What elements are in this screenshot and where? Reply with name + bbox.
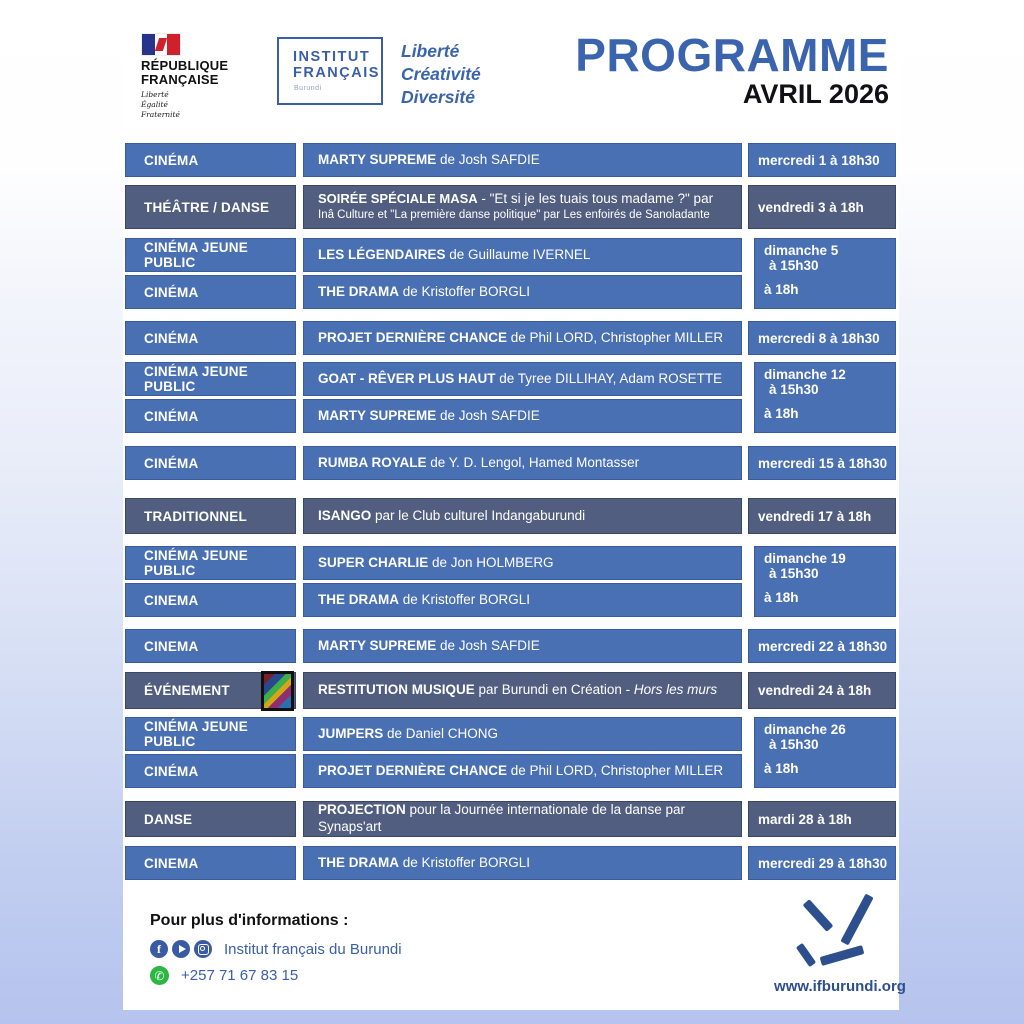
category-cell	[125, 846, 296, 880]
date-cell	[748, 629, 896, 663]
event-detail: de Josh SAFDIE	[436, 407, 540, 423]
event-title: ISANGO	[318, 507, 372, 523]
event-cell	[303, 446, 742, 480]
event-cell	[303, 143, 742, 177]
category-label: THÉÂTRE / DANSE	[144, 199, 270, 215]
schedule-table	[125, 143, 896, 880]
event-text	[318, 284, 530, 301]
category-cell	[125, 801, 296, 837]
motto-egalite: Égalité	[141, 100, 168, 110]
social-row	[150, 940, 402, 958]
event-text	[318, 371, 722, 388]
table-row	[125, 143, 896, 177]
table-row	[125, 801, 896, 837]
event-detail: de Jon HOLMBERG	[428, 554, 554, 570]
date-label: mercredi 29 à 18h30	[758, 855, 888, 871]
event-title: GOAT - RÊVER PLUS HAUT	[318, 370, 496, 386]
date-label: vendredi 3 à 18h	[758, 199, 864, 215]
event-detail: - "Et si je les tuais tous madame ?" par	[477, 191, 714, 207]
category-cell	[125, 399, 296, 433]
republique-motto	[141, 90, 241, 119]
table-row	[125, 185, 896, 229]
table-row-group	[125, 238, 896, 309]
category-label: CINÉMA	[144, 330, 199, 346]
footer-info-title: Pour plus d'informations :	[150, 912, 349, 929]
institut-sub: Burundi	[294, 85, 322, 93]
event-text	[318, 455, 639, 472]
whatsapp-icon[interactable]: ✆	[150, 966, 169, 985]
title-block	[555, 29, 889, 109]
republique-line1: RÉPUBLIQUE	[141, 58, 229, 73]
date-cell	[754, 238, 896, 309]
date-line3: à 18h	[764, 406, 799, 421]
event-cell	[303, 185, 742, 229]
category-cell	[125, 583, 296, 617]
event-cell	[303, 754, 742, 788]
date-label: vendredi 17 à 18h	[758, 508, 872, 524]
category-label: ÉVÉNEMENT	[144, 683, 230, 698]
date-line2: à 15h30	[769, 566, 819, 581]
event-title: THE DRAMA	[318, 854, 399, 870]
page-subtitle: AVRIL 2026	[742, 79, 889, 109]
values-tagline	[401, 40, 481, 109]
category-label: TRADITIONNEL	[144, 508, 247, 524]
republique-line2: FRANÇAISE	[141, 71, 219, 87]
event-cell	[303, 275, 742, 309]
event-detail-line2: Inâ Culture et "La première danse politique" par Les enfoirés de Sanoladante	[318, 208, 710, 221]
date-line3: à 18h	[764, 282, 799, 297]
event-detail: de Phil LORD, Christopher MILLER	[507, 329, 724, 345]
date-line1: dimanche 19	[764, 551, 846, 566]
category-label: DANSE	[144, 811, 193, 827]
category-cell	[125, 717, 296, 751]
category-cell	[125, 498, 296, 534]
institut-francais-logo	[277, 37, 383, 105]
category-label: CINÉMA JEUNE PUBLIC	[144, 364, 248, 394]
table-row-group	[125, 546, 896, 617]
event-cell	[303, 629, 742, 663]
event-title: LES LÉGENDAIRES	[318, 246, 446, 262]
event-column	[303, 717, 748, 788]
event-text	[318, 408, 540, 425]
event-cell	[303, 672, 742, 709]
category-cell	[125, 362, 296, 396]
event-title: PROJECTION	[318, 802, 406, 818]
event-detail: de Daniel CHONG	[383, 725, 499, 741]
category-cell	[125, 629, 296, 663]
category-label: CINÉMA	[144, 408, 199, 424]
event-cell	[303, 717, 742, 751]
event-cell	[303, 321, 742, 355]
event-detail: de Josh SAFDIE	[436, 637, 540, 653]
table-row	[125, 672, 896, 709]
phone-row	[150, 966, 402, 985]
category-column	[125, 546, 296, 617]
category-cell	[125, 185, 296, 229]
date-line1: dimanche 12	[764, 367, 846, 382]
event-detail: par le Club culturel Indangaburundi	[371, 507, 586, 523]
date-label: vendredi 24 à 18h	[758, 683, 872, 698]
table-row	[125, 498, 896, 534]
event-text	[318, 555, 554, 572]
date-label: mercredi 15 à 18h30	[758, 455, 888, 471]
event-detail: de Josh SAFDIE	[436, 151, 540, 167]
date-cell	[748, 321, 896, 355]
footer	[150, 912, 402, 993]
date-cell	[754, 546, 896, 617]
value-diversite: Diversité	[401, 87, 475, 108]
category-cell	[125, 754, 296, 788]
table-row-group	[125, 717, 896, 788]
date-line3: à 18h	[764, 761, 799, 776]
event-detail: de Y. D. Lengol, Hamed Montasser	[426, 454, 640, 470]
table-row	[125, 321, 896, 355]
event-text	[318, 247, 590, 264]
date-label: mercredi 22 à 18h30	[758, 638, 888, 654]
date-label: mercredi 1 à 18h30	[758, 152, 880, 168]
category-cell	[125, 143, 296, 177]
phone-number: +257 71 67 83 15	[181, 967, 299, 984]
category-column	[125, 717, 296, 788]
category-label: CINEMA	[144, 855, 199, 871]
category-label: CINÉMA	[144, 284, 199, 300]
event-title: RESTITUTION MUSIQUE	[318, 682, 475, 698]
event-cell	[303, 362, 742, 396]
event-column	[303, 238, 748, 309]
date-cell	[754, 717, 896, 788]
header	[0, 0, 1024, 135]
event-detail: par Burundi en Création -	[474, 682, 634, 698]
event-title: SUPER CHARLIE	[318, 554, 429, 570]
republique-francaise-logo	[141, 33, 241, 120]
date-label: mardi 28 à 18h	[758, 811, 852, 827]
event-text	[318, 802, 741, 836]
date-cell	[748, 498, 896, 534]
event-text	[318, 152, 540, 169]
event-detail: de Kristoffer BORGLI	[399, 854, 531, 870]
category-label: CINEMA	[144, 638, 199, 654]
event-title: SOIRÉE SPÉCIALE MASA	[318, 191, 478, 207]
date-line2: à 15h30	[769, 737, 819, 752]
institut-line2: FRANÇAIS	[293, 65, 380, 82]
event-column	[303, 546, 748, 617]
date-cell	[748, 143, 896, 177]
facebook-icon[interactable]: f	[150, 940, 168, 958]
event-text	[318, 330, 723, 347]
category-cell	[125, 546, 296, 580]
event-detail: pour la Journée internationale de la danse par Synaps'art	[318, 802, 685, 834]
category-cell	[125, 446, 296, 480]
event-title: THE DRAMA	[318, 283, 399, 299]
date-cell	[748, 446, 896, 480]
event-text	[318, 191, 713, 223]
event-detail: de Phil LORD, Christopher MILLER	[507, 762, 724, 778]
category-cell	[125, 321, 296, 355]
date-line1: dimanche 26	[764, 722, 846, 737]
event-text	[318, 638, 540, 655]
event-title: MARTY SUPREME	[318, 407, 437, 423]
french-flag-icon	[141, 33, 181, 56]
event-cell	[303, 498, 742, 534]
event-detail: de Kristoffer BORGLI	[399, 283, 531, 299]
category-label: CINÉMA	[144, 152, 199, 168]
event-cell	[303, 583, 742, 617]
date-label: mercredi 8 à 18h30	[758, 330, 880, 346]
date-cell	[754, 362, 896, 433]
event-cell	[303, 801, 742, 837]
date-line3: à 18h	[764, 590, 799, 605]
event-detail: de Kristoffer BORGLI	[399, 591, 531, 607]
event-title: PROJET DERNIÈRE CHANCE	[318, 762, 508, 778]
event-title: JUMPERS	[318, 725, 384, 741]
event-detail: de Tyree DILLIHAY, Adam ROSETTE	[495, 370, 723, 386]
event-cell	[303, 238, 742, 272]
date-cell	[748, 185, 896, 229]
event-text	[318, 726, 498, 743]
category-cell	[125, 238, 296, 272]
table-row-group	[125, 362, 896, 433]
event-title: MARTY SUPREME	[318, 151, 437, 167]
event-text	[318, 592, 530, 609]
event-artwork-thumbnail	[261, 671, 294, 711]
page-title: PROGRAMME	[575, 29, 889, 81]
category-label: CINÉMA	[144, 455, 199, 471]
event-title: RUMBA ROYALE	[318, 454, 427, 470]
event-cell	[303, 546, 742, 580]
youtube-icon[interactable]	[172, 940, 190, 958]
website-link[interactable]: www.ifburundi.org	[774, 978, 906, 995]
motto-fraternite: Fraternité	[141, 109, 180, 119]
event-text	[318, 508, 585, 525]
event-detail-italic: Hors les murs	[633, 682, 718, 698]
date-line1: dimanche 5	[764, 243, 839, 258]
motto-liberte: Liberté	[141, 90, 169, 100]
category-column	[125, 238, 296, 309]
event-text	[318, 682, 717, 699]
table-row	[125, 629, 896, 663]
category-label: CINÉMA JEUNE PUBLIC	[144, 719, 248, 749]
instagram-icon[interactable]	[194, 940, 212, 958]
date-line2: à 15h30	[769, 258, 819, 273]
value-creativite: Créativité	[401, 64, 481, 85]
table-row	[125, 446, 896, 480]
value-liberte: Liberté	[401, 41, 460, 61]
category-cell	[125, 672, 296, 709]
category-label: CINÉMA	[144, 763, 199, 779]
event-cell	[303, 399, 742, 433]
event-title: PROJET DERNIÈRE CHANCE	[318, 329, 508, 345]
date-line2: à 15h30	[769, 382, 819, 397]
republique-title	[141, 59, 241, 86]
institut-francais-mark-icon	[790, 895, 890, 975]
category-column	[125, 362, 296, 433]
event-title: MARTY SUPREME	[318, 637, 437, 653]
event-detail: de Guillaume IVERNEL	[445, 246, 591, 262]
event-text	[318, 763, 723, 780]
date-cell	[748, 672, 896, 709]
date-cell	[748, 801, 896, 837]
event-text	[318, 855, 530, 872]
event-cell	[303, 846, 742, 880]
category-label: CINÉMA JEUNE PUBLIC	[144, 548, 248, 578]
social-handle-label: Institut français du Burundi	[224, 940, 402, 958]
institut-line1: INSTITUT	[293, 49, 371, 65]
category-label: CINÉMA JEUNE PUBLIC	[144, 240, 248, 270]
event-title: THE DRAMA	[318, 591, 399, 607]
category-cell	[125, 275, 296, 309]
table-row	[125, 846, 896, 880]
category-label: CINEMA	[144, 592, 199, 608]
event-column	[303, 362, 748, 433]
date-cell	[748, 846, 896, 880]
